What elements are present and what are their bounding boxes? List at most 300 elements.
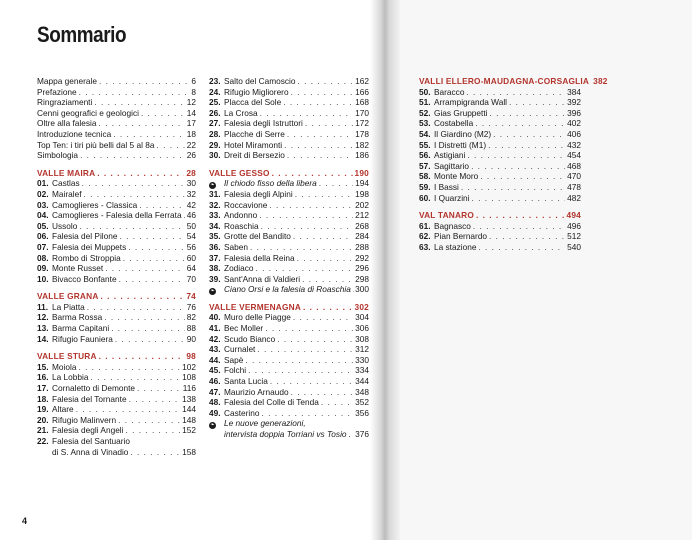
entry-number: 11. xyxy=(37,301,49,312)
entry-label: Falesia del Colle di Tenda xyxy=(224,397,319,408)
dot-leader xyxy=(291,87,354,98)
entry-page-number: 8 xyxy=(191,86,196,97)
entry-page-number: 90 xyxy=(186,333,196,344)
toc-intro-entry[interactable] xyxy=(37,108,196,119)
entry-number: 60. xyxy=(419,192,431,203)
dot-leader xyxy=(509,97,565,108)
toc-entry[interactable] xyxy=(209,408,369,419)
entry-label: Altare xyxy=(52,404,74,415)
toc-entry[interactable] xyxy=(37,274,196,285)
toc-column-1 xyxy=(37,76,196,457)
entry-page-number: 292 xyxy=(355,252,369,263)
entry-page-number: 470 xyxy=(567,171,581,182)
toc-entry[interactable] xyxy=(209,355,369,366)
entry-number: 47. xyxy=(209,386,221,397)
entry-page-number: 540 xyxy=(567,241,581,252)
toc-entry[interactable] xyxy=(37,210,196,221)
entry-number: 55. xyxy=(419,139,431,150)
entry-page-number: 356 xyxy=(355,407,369,418)
toc-entry[interactable] xyxy=(209,189,369,200)
entry-number: 61. xyxy=(419,220,431,231)
toc-section-heading[interactable] xyxy=(37,168,196,179)
entry-page-number: 454 xyxy=(567,150,581,161)
entry-page-number: 178 xyxy=(355,128,369,139)
entry-label: Ussolo xyxy=(52,220,78,231)
entry-label: I Quarzini xyxy=(434,192,470,203)
entry-number: 04. xyxy=(37,210,49,221)
entry-label: Pian Bernardo xyxy=(434,231,488,242)
entry-number: 33. xyxy=(209,210,221,221)
article-bullet-icon: ❧ xyxy=(210,288,215,295)
toc-entry[interactable] xyxy=(37,178,196,189)
entry-label: VALLE MAIRA xyxy=(37,167,96,178)
toc-entry[interactable] xyxy=(419,108,581,119)
toc-entry[interactable] xyxy=(37,372,196,383)
toc-entry[interactable] xyxy=(209,344,369,355)
entry-page-number: 42 xyxy=(186,199,196,210)
toc-entry[interactable] xyxy=(37,415,196,426)
entry-page-number: 376 xyxy=(355,429,369,439)
entry-label: Sapè xyxy=(224,354,244,365)
dot-leader xyxy=(97,168,184,179)
entry-number: 40. xyxy=(209,312,221,323)
entry-page-number: 478 xyxy=(567,181,581,192)
toc-entry[interactable] xyxy=(209,200,369,211)
entry-page-number: 382 xyxy=(593,76,608,86)
toc-entry[interactable] xyxy=(37,334,196,345)
dot-leader xyxy=(284,140,353,151)
toc-entry[interactable] xyxy=(209,140,369,151)
entry-page-number: 432 xyxy=(567,139,581,150)
entry-number: 14. xyxy=(37,333,49,344)
entry-page-number: 406 xyxy=(567,128,581,139)
entry-label: Ciano Orsi e la falesia di Roaschia xyxy=(224,284,351,295)
toc-intro-entry[interactable] xyxy=(37,140,196,151)
entry-label: La stazione xyxy=(434,241,477,252)
dot-leader xyxy=(493,129,565,140)
entry-page-number: 300 xyxy=(355,284,369,295)
dot-leader xyxy=(488,140,565,151)
dot-leader xyxy=(466,87,565,98)
entry-label: Mappa generale xyxy=(37,76,97,86)
entry-page-number: 144 xyxy=(182,404,196,415)
toc-entry[interactable] xyxy=(209,87,369,98)
entry-page-number: 352 xyxy=(355,397,369,408)
toc-entry[interactable] xyxy=(37,436,196,447)
entry-number: 36. xyxy=(209,241,221,252)
entry-page-number: 28 xyxy=(186,167,196,178)
entry-number: 43. xyxy=(209,344,221,355)
dot-leader xyxy=(473,221,565,232)
dot-leader xyxy=(99,351,185,362)
toc-entry[interactable] xyxy=(37,200,196,211)
entry-label: VALLE VERMENAGNA xyxy=(209,301,302,312)
toc-intro-entry[interactable] xyxy=(37,118,196,129)
toc-intro-entry[interactable] xyxy=(37,76,196,87)
entry-label: Cenni geografici e geologici xyxy=(37,107,139,118)
toc-intro-entry[interactable] xyxy=(37,129,196,140)
entry-label: Zodiaco xyxy=(224,263,254,274)
dot-leader xyxy=(82,178,185,189)
entry-page-number: 70 xyxy=(186,273,196,284)
entry-number: 07. xyxy=(37,241,49,252)
toc-entry[interactable] xyxy=(419,171,581,182)
dot-leader xyxy=(295,189,353,200)
entry-number: 30. xyxy=(209,150,221,161)
entry-number: 57. xyxy=(419,160,431,171)
toc-entry[interactable] xyxy=(209,97,369,108)
toc-entry[interactable] xyxy=(37,231,196,242)
dot-leader xyxy=(319,178,353,189)
entry-label: Placca del Sole xyxy=(224,97,282,108)
entry-label: Falesia del Tornante xyxy=(52,393,127,404)
entry-label: Il chiodo fisso della libera xyxy=(224,178,317,189)
toc-entry[interactable] xyxy=(209,76,369,87)
book-gutter xyxy=(370,0,400,540)
toc-entry[interactable] xyxy=(209,312,369,323)
dot-leader xyxy=(248,365,353,376)
entry-number: 54. xyxy=(419,128,431,139)
dot-leader xyxy=(113,129,185,140)
entry-page-number: 202 xyxy=(355,199,369,210)
toc-entry[interactable] xyxy=(37,221,196,232)
entry-label: Muro delle Piagge xyxy=(224,312,291,323)
entry-number: 16. xyxy=(37,372,49,383)
entry-label: Falesia degli Istruttori xyxy=(224,118,303,129)
entry-page-number: 108 xyxy=(182,372,196,383)
entry-label: Bivacco Bonfante xyxy=(52,273,117,284)
toc-entry[interactable] xyxy=(419,231,581,242)
entry-page-number: 312 xyxy=(355,344,369,355)
entry-page-number: 494 xyxy=(566,210,581,221)
entry-page-number: 6 xyxy=(191,76,196,86)
toc-entry[interactable] xyxy=(419,182,581,193)
toc-section-heading[interactable] xyxy=(419,76,608,87)
dot-leader xyxy=(123,253,185,264)
entry-number: 24. xyxy=(209,86,221,97)
entry-page-number: 182 xyxy=(355,139,369,150)
toc-entry[interactable] xyxy=(37,263,196,274)
entry-number: 58. xyxy=(419,171,431,182)
toc-column-3 xyxy=(419,76,608,253)
toc-entry[interactable] xyxy=(209,253,369,264)
entry-label: Il Giardino (M2) xyxy=(434,128,492,139)
entry-number: 10. xyxy=(37,273,49,284)
toc-section-heading[interactable] xyxy=(209,168,369,179)
entry-page-number: 168 xyxy=(355,97,369,108)
dot-leader xyxy=(303,302,353,313)
entry-number: 37. xyxy=(209,252,221,263)
entry-page-number: 18 xyxy=(186,128,196,139)
entry-number: 26. xyxy=(209,107,221,118)
dot-leader xyxy=(349,429,354,440)
toc-entry[interactable] xyxy=(209,108,369,119)
entry-page-number: 74 xyxy=(186,291,196,302)
entry-label: Roaschia xyxy=(224,220,259,231)
entry-number: 59. xyxy=(419,181,431,192)
entry-label: Bagnasco xyxy=(434,220,471,231)
dot-leader xyxy=(476,210,565,221)
dot-leader xyxy=(287,129,353,140)
entry-label: La Lobbia xyxy=(52,372,89,383)
toc-entry[interactable] xyxy=(419,193,581,204)
entry-page-number: 308 xyxy=(355,333,369,344)
dot-leader xyxy=(265,323,353,334)
entry-number: 53. xyxy=(419,118,431,129)
entry-label: Hotel Miramonti xyxy=(224,139,283,150)
entry-label: Casterino xyxy=(224,407,260,418)
entry-number: 42. xyxy=(209,333,221,344)
entry-number: 45. xyxy=(209,365,221,376)
entry-page-number: 512 xyxy=(567,231,581,242)
entry-page-number: 88 xyxy=(186,323,196,334)
entry-page-number: 60 xyxy=(186,252,196,263)
entry-page-number: 392 xyxy=(567,97,581,108)
toc-intro-entry[interactable] xyxy=(37,97,196,108)
entry-label: Salto del Camoscio xyxy=(224,76,296,86)
entry-page-number: 12 xyxy=(186,97,196,108)
entry-number: 19. xyxy=(37,404,49,415)
dot-leader xyxy=(259,210,353,221)
dot-leader xyxy=(118,415,180,426)
toc-article-entry[interactable] xyxy=(209,429,369,440)
entry-label: La Crosa xyxy=(224,107,258,118)
dot-leader xyxy=(141,108,185,119)
entry-label: VALLE GRANA xyxy=(37,291,99,302)
entry-number: 08. xyxy=(37,252,49,263)
dot-leader xyxy=(471,161,565,172)
toc-entry[interactable] xyxy=(209,376,369,387)
entry-page-number: 296 xyxy=(355,263,369,274)
toc-entry[interactable] xyxy=(419,118,581,129)
toc-entry[interactable] xyxy=(209,118,369,129)
entry-number: 25. xyxy=(209,97,221,108)
entry-label: Falesia della Reina xyxy=(224,252,295,263)
toc-entry[interactable] xyxy=(419,242,581,253)
entry-number: 20. xyxy=(37,414,49,425)
entry-page-number: 76 xyxy=(186,301,196,312)
entry-page-number: 348 xyxy=(355,386,369,397)
entry-number: 52. xyxy=(419,107,431,118)
entry-label: Moiola xyxy=(52,361,77,372)
toc-entry[interactable] xyxy=(37,189,196,200)
entry-label: Rifugio Fauniera xyxy=(52,333,113,344)
entry-number: 63. xyxy=(419,241,431,252)
dot-leader xyxy=(321,397,353,408)
toc-entry[interactable] xyxy=(37,362,196,373)
dot-leader xyxy=(139,200,184,211)
dot-leader xyxy=(104,312,185,323)
entry-page-number: 194 xyxy=(355,178,369,189)
toc-article-entry[interactable] xyxy=(209,418,369,429)
entry-label: Saben xyxy=(224,241,248,252)
toc-intro-entry[interactable] xyxy=(37,87,196,98)
toc-entry-continuation[interactable] xyxy=(37,447,196,458)
toc-section-heading[interactable] xyxy=(209,302,369,313)
entry-label: Placche di Serre xyxy=(224,128,285,139)
toc-entry[interactable] xyxy=(37,323,196,334)
entry-label: Mairalef xyxy=(52,188,82,199)
entry-number: 27. xyxy=(209,118,221,129)
toc-entry[interactable] xyxy=(37,253,196,264)
dot-leader xyxy=(261,221,354,232)
toc-article-entry[interactable] xyxy=(209,284,369,295)
toc-entry[interactable] xyxy=(37,404,196,415)
toc-entry[interactable] xyxy=(209,210,369,221)
toc-section-heading[interactable] xyxy=(37,291,196,302)
entry-page-number: 298 xyxy=(355,273,369,284)
entry-page-number: 116 xyxy=(182,383,196,394)
dot-leader xyxy=(80,150,185,161)
toc-entry[interactable] xyxy=(209,334,369,345)
entry-label: Camoglieres - Falesia della Ferrata xyxy=(52,210,182,221)
toc-entry[interactable] xyxy=(209,129,369,140)
dot-leader xyxy=(277,334,353,345)
entry-page-number: 288 xyxy=(355,241,369,252)
entry-number: 41. xyxy=(209,323,221,334)
entry-page-number: 54 xyxy=(186,231,196,242)
entry-page-number: 304 xyxy=(355,312,369,323)
dot-leader xyxy=(297,253,354,264)
toc-entry[interactable] xyxy=(419,150,581,161)
dot-leader xyxy=(129,394,181,405)
entry-label: Dreit di Bersezio xyxy=(224,150,285,161)
entry-label: Costabella xyxy=(434,118,474,129)
entry-number: 15. xyxy=(37,361,49,372)
dot-leader xyxy=(128,242,185,253)
toc-entry[interactable] xyxy=(209,387,369,398)
entry-number: 39. xyxy=(209,273,221,284)
dot-leader xyxy=(90,372,180,383)
entry-number: 31. xyxy=(209,188,221,199)
toc-entry[interactable] xyxy=(209,323,369,334)
toc-entry[interactable] xyxy=(419,97,581,108)
entry-number: 05. xyxy=(37,220,49,231)
dot-leader xyxy=(461,182,565,193)
toc-section-heading[interactable] xyxy=(37,351,196,362)
article-bullet-icon: ❧ xyxy=(210,422,215,429)
dot-leader xyxy=(293,312,353,323)
entry-label: VALLE GESSO xyxy=(209,167,270,178)
toc-entry[interactable] xyxy=(209,274,369,285)
entry-page-number: 186 xyxy=(355,150,369,161)
article-bullet-icon: ❧ xyxy=(210,182,215,189)
entry-label: Prefazione xyxy=(37,86,77,97)
toc-entry[interactable] xyxy=(37,242,196,253)
dot-leader xyxy=(79,221,184,232)
entry-number: 48. xyxy=(209,397,221,408)
toc-entry[interactable] xyxy=(37,383,196,394)
dot-leader xyxy=(467,150,565,161)
dot-leader xyxy=(257,344,353,355)
entry-page-number: 138 xyxy=(182,393,196,404)
entry-page-number: 14 xyxy=(186,107,196,118)
toc-entry[interactable] xyxy=(419,221,581,232)
dot-leader xyxy=(260,108,353,119)
entry-label: Monte Russet xyxy=(52,263,104,274)
entry-page-number: 170 xyxy=(355,107,369,118)
entry-number: 13. xyxy=(37,323,49,334)
dot-leader xyxy=(101,291,185,302)
dot-leader xyxy=(87,302,185,313)
toc-entry[interactable] xyxy=(209,150,369,161)
toc-entry[interactable] xyxy=(209,365,369,376)
entry-label: Grotte del Bandito xyxy=(224,231,291,242)
entry-page-number: 102 xyxy=(182,361,196,372)
entry-page-number: 482 xyxy=(567,192,581,203)
dot-leader xyxy=(156,140,184,151)
entry-label: VAL TANARO xyxy=(419,210,475,221)
toc-intro-entry[interactable] xyxy=(37,150,196,161)
toc-section-heading[interactable] xyxy=(419,210,581,221)
entry-label: Oltre alla falesia xyxy=(37,118,97,129)
dot-leader xyxy=(297,76,353,87)
dot-leader xyxy=(78,362,180,373)
dot-leader xyxy=(489,231,565,242)
toc-entry[interactable] xyxy=(209,397,369,408)
toc-entry[interactable] xyxy=(419,129,581,140)
entry-number: 29. xyxy=(209,139,221,150)
entry-number: 50. xyxy=(419,86,431,97)
entry-page-number: 212 xyxy=(355,210,369,221)
entry-page-number: 384 xyxy=(567,86,581,97)
toc-entry[interactable] xyxy=(37,302,196,313)
entry-page-number: 46 xyxy=(186,210,196,221)
entry-label: Le nuove generazioni, xyxy=(224,418,306,429)
toc-entry[interactable] xyxy=(37,312,196,323)
entry-label: Arrampigranda Wall xyxy=(434,97,508,108)
entry-label: Roccavione xyxy=(224,199,268,210)
toc-entry[interactable] xyxy=(209,242,369,253)
dot-leader xyxy=(305,118,353,129)
dot-leader xyxy=(270,376,353,387)
entry-label: Falesia del Pilone xyxy=(52,231,118,242)
toc-entry[interactable] xyxy=(419,161,581,172)
dot-leader xyxy=(250,242,353,253)
entry-number: 03. xyxy=(37,199,49,210)
toc-entry[interactable] xyxy=(209,231,369,242)
entry-label: La Piatta xyxy=(52,301,85,312)
page-number: 4 xyxy=(22,516,28,526)
toc-entry[interactable] xyxy=(419,87,581,98)
entry-label: VALLE STURA xyxy=(37,351,97,362)
entry-number: 38. xyxy=(209,263,221,274)
entry-page-number: 32 xyxy=(186,188,196,199)
toc-entry[interactable] xyxy=(37,425,196,436)
entry-page-number: 166 xyxy=(355,86,369,97)
toc-entry[interactable] xyxy=(37,394,196,405)
entry-page-number: 330 xyxy=(355,354,369,365)
toc-column-2 xyxy=(209,76,369,440)
entry-label: Sagittario xyxy=(434,160,470,171)
entry-label: Falesia del Santuario xyxy=(52,436,130,446)
entry-label: Cornaletto di Demonte xyxy=(52,383,136,394)
entry-page-number: 284 xyxy=(355,231,369,242)
entry-label: Gias Gruppetti xyxy=(434,107,488,118)
toc-entry[interactable] xyxy=(209,263,369,274)
entry-page-number: 82 xyxy=(186,312,196,323)
entry-number: 34. xyxy=(209,220,221,231)
dot-leader xyxy=(245,355,353,366)
entry-page-number: 17 xyxy=(186,118,196,129)
dot-leader xyxy=(472,193,566,204)
toc-article-entry[interactable] xyxy=(209,178,369,189)
toc-entry[interactable] xyxy=(419,140,581,151)
entry-page-number: 468 xyxy=(567,160,581,171)
toc-entry[interactable] xyxy=(209,221,369,232)
entry-label: Simbologia xyxy=(37,150,79,161)
entry-label: intervista doppia Torriani vs Tosio xyxy=(224,429,347,439)
